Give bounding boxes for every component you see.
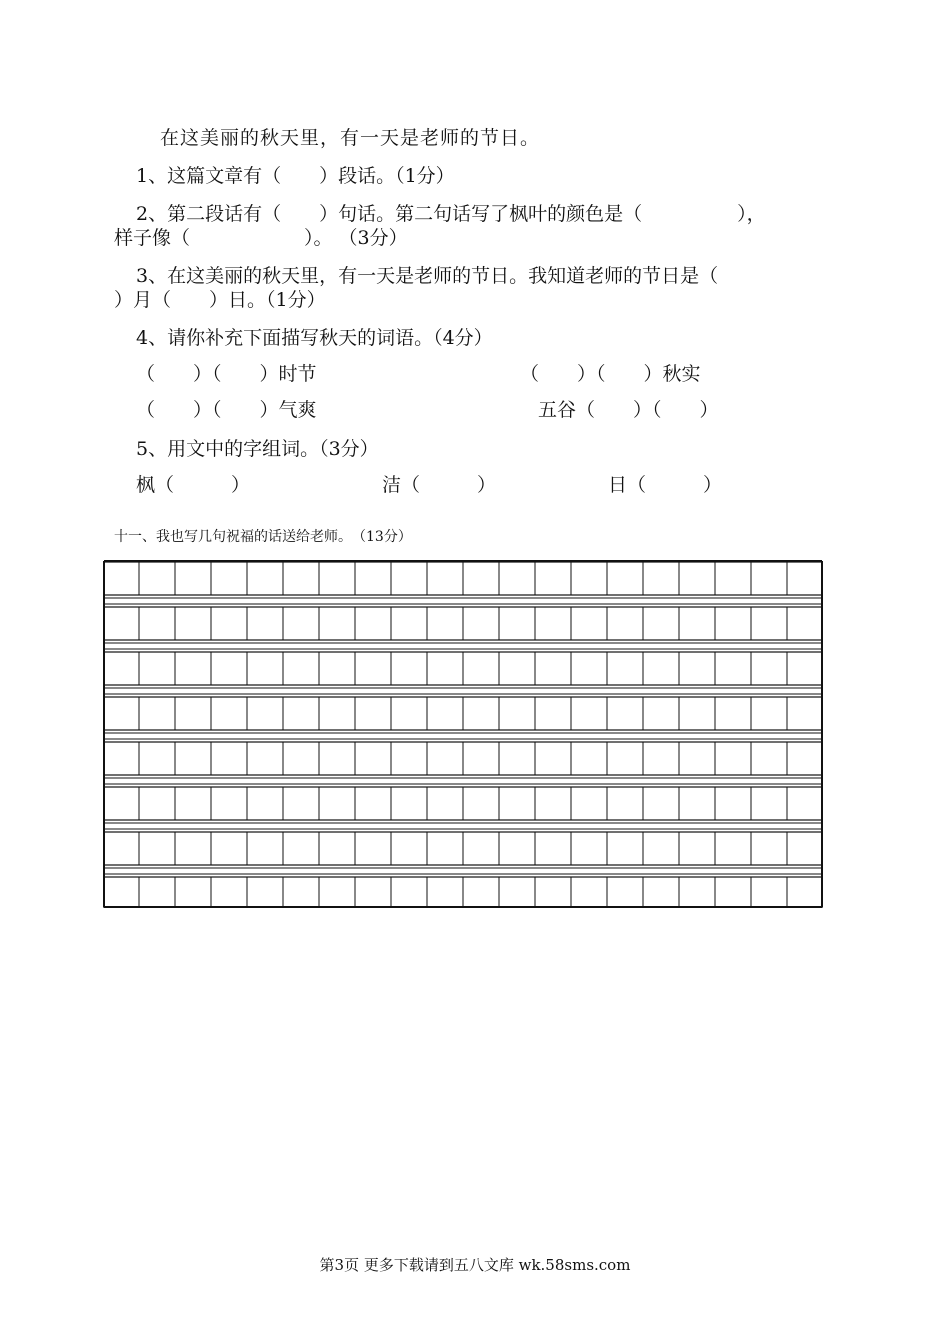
page-footer: 第3页 更多下载请到五八文库 wk.58sms.com (319, 1256, 631, 1274)
question-5: 5、用文中的字组词。（3分） (136, 438, 379, 460)
question-5-blank-a: 枫（ ） (136, 474, 251, 496)
grid-spacer (103, 778, 822, 784)
question-3-line-2: ）月（ ）日。（1分） (114, 289, 326, 311)
grid-spacer (103, 823, 822, 829)
question-4-blank-b: （ ）（ ）秋实 (520, 363, 701, 385)
question-4: 4、请你补充下面描写秋天的词语。（4分） (136, 327, 493, 349)
question-5-blank-b: 洁（ ） (382, 474, 497, 496)
question-5-blank-c: 日（ ） (608, 474, 723, 496)
question-4-blank-c: （ ）（ ）气爽 (136, 399, 317, 421)
question-2-line-2: 样子像（ ）。 （3分） (114, 227, 408, 249)
passage-line: 在这美丽的秋天里，有一天是老师的节日。 (160, 127, 541, 149)
question-3-line-1: 3、在这美丽的秋天里，有一天是老师的节日。我知道老师的节日是（ (136, 265, 719, 287)
grid-spacer (103, 868, 822, 874)
question-4-blank-d: 五谷（ ）（ ） (538, 399, 719, 421)
question-4-blank-a: （ ）（ ）时节 (136, 363, 317, 385)
question-2-line-1: 2、第二段话有（ ）句话。第二句话写了枫叶的颜色是（ ）， (136, 203, 766, 225)
grid-spacer (103, 688, 822, 694)
grid-spacer (103, 643, 822, 649)
writing-grid (103, 560, 823, 908)
grid-spacer (103, 598, 822, 604)
section-11-title: 十一、我也写几句祝福的话送给老师。 （13分） (114, 529, 412, 545)
grid-spacer (103, 733, 822, 739)
question-1: 1、这篇文章有（ ）段话。（1分） (136, 165, 455, 187)
